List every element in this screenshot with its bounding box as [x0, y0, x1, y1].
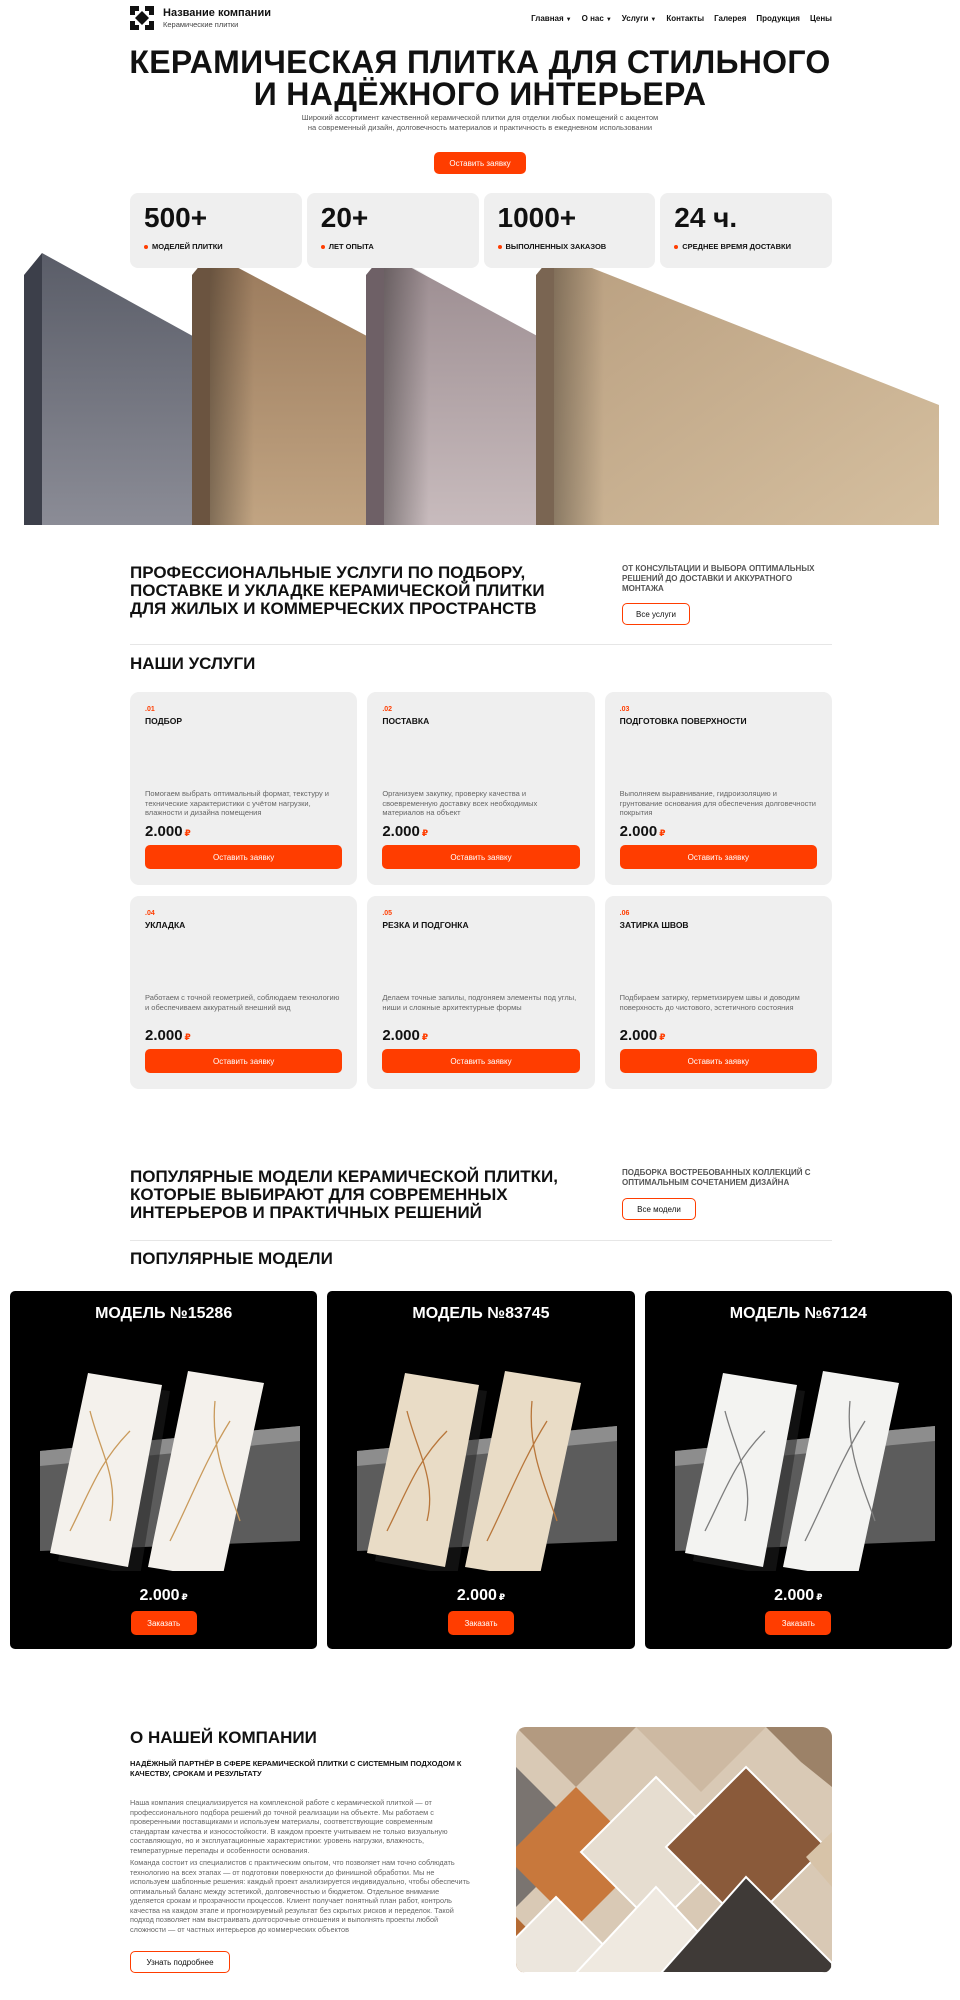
section-divider — [130, 644, 832, 645]
service-number: .01 — [145, 706, 155, 713]
service-request-button[interactable]: Оставить заявку — [382, 845, 579, 869]
service-number: .06 — [619, 910, 630, 917]
all-models-button[interactable]: Все модели — [622, 1198, 696, 1220]
stat-card — [307, 193, 479, 268]
about-title: О НАШЕЙ КОМПАНИИ — [130, 1728, 317, 1747]
order-button[interactable]: Заказать — [448, 1611, 514, 1635]
stat-label: ВЫПОЛНЕННЫХ ЗАКАЗОВ — [505, 242, 607, 251]
service-card — [367, 896, 594, 1089]
service-name: ПОСТАВКА — [382, 716, 430, 726]
service-price: 2.000 ₽ — [382, 1027, 429, 1044]
model-title: МОДЕЛЬ №67124 — [729, 1305, 867, 1322]
hero-tiles-image — [24, 250, 939, 525]
model-card — [645, 1291, 952, 1649]
main-nav — [531, 14, 832, 23]
chevron-down-icon: ▼ — [565, 17, 572, 23]
bullet-dot-icon — [321, 245, 325, 249]
stat-card — [660, 193, 832, 268]
stat-value: 24 ч. — [674, 202, 738, 233]
bullet-dot-icon — [674, 245, 678, 249]
logo-icon[interactable] — [130, 6, 154, 30]
service-number: .05 — [382, 910, 393, 917]
nav-item-home[interactable]: Главная ▼ — [531, 14, 572, 23]
order-button[interactable]: Заказать — [131, 1611, 197, 1635]
stat-label: МОДЕЛЕЙ ПЛИТКИ — [152, 242, 223, 251]
service-description: Помогаем выбрать оптимальный формат, текстуру и технические характеристики с учётом нагрузки, влажности и дизайна помещения — [145, 789, 329, 817]
section-divider — [130, 1240, 832, 1241]
stat-label: ЛЕТ ОПЫТА — [328, 242, 374, 251]
model-price: 2.000 ₽ — [456, 1587, 506, 1604]
model-card — [327, 1291, 634, 1649]
company-name[interactable]: Название компании — [163, 7, 271, 19]
service-card — [605, 692, 832, 885]
stats-row — [130, 193, 832, 268]
models-heading: ПОПУЛЯРНЫЕ МОДЕЛИ — [130, 1249, 333, 1268]
service-request-button[interactable]: Оставить заявку — [620, 1049, 817, 1073]
service-request-button[interactable]: Оставить заявку — [145, 845, 342, 869]
order-button[interactable]: Заказать — [765, 1611, 831, 1635]
service-card — [605, 896, 832, 1089]
about-paragraph: Наша компания специализируется на комплексной работе с керамической плиткой — от профессионального подбора решений до точной реализации на объекте. Мы работаем с проверенными поставщиками и используем материалы, соответствующие современным стандартам качества и износостойкости. В каждом проекте учитываем не только визуальную составляющую, но и эксплуатационные характеристики: уровень нагрузки, влажность, температурные перепады и особенности основания. — [130, 1798, 448, 1855]
service-name: РЕЗКА И ПОДГОНКА — [382, 920, 469, 930]
services-heading: НАШИ УСЛУГИ — [130, 654, 256, 673]
service-name: ПОДБОР — [145, 716, 183, 726]
service-description: Работаем с точной геометрией, соблюдаем технологию и обеспечиваем аккуратный внешний вид — [145, 993, 340, 1012]
all-services-button[interactable]: Все услуги — [622, 603, 690, 625]
service-number: .04 — [145, 910, 155, 917]
service-name: ЗАТИРКА ШВОВ — [619, 920, 689, 930]
stat-value: 20+ — [320, 202, 369, 233]
models-intro-title: ПОПУЛЯРНЫЕ МОДЕЛИ КЕРАМИЧЕСКОЙ ПЛИТКИ, КОТОРЫЕ ВЫБИРАЮТ ДЛЯ СОВРЕМЕННЫХ ИНТЕРЬЕРОВ И ПРАКТИЧНЫХ РЕШЕНИЙ — [130, 1167, 558, 1222]
hero-cta-button[interactable]: Оставить заявку — [434, 152, 526, 174]
service-description: Делаем точные запилы, подгоняем элементы под углы, ниши и сложные архитектурные формы — [382, 993, 577, 1012]
service-request-button[interactable]: Оставить заявку — [145, 1049, 342, 1073]
nav-item-about[interactable]: О нас ▼ — [581, 14, 612, 23]
model-title: МОДЕЛЬ №15286 — [95, 1305, 233, 1322]
site-header — [130, 6, 832, 34]
about-subtitle: НАДЁЖНЫЙ ПАРТНЁР В СФЕРЕ КЕРАМИЧЕСКОЙ ПЛИТКИ С СИСТЕМНЫМ ПОДХОДОМ К КАЧЕСТВУ, СРОКАМ И РЕЗУЛЬТАТУ — [130, 1759, 462, 1778]
service-number: .03 — [619, 706, 630, 713]
about-paragraph: Команда состоит из специалистов с практическим опытом, что позволяет нам точно соблюдать технологию на всех этапах — от подготовки поверхности до финишной обработки. Мы не используем шаблонные решения: каждый проект анализируется индивидуально, чтобы обеспечить оптимальный баланс между эстетикой, долговечностью и бюджетом. Отдельное внимание уделяется срокам и прозрачности процессов. Клиент получает понятный план работ, контроль качества на каждом этапе и прогнозируемый результат без скрытых рисков и переделок. Такой подход позволяет нам выстраивать долгосрочные отношения и выполнять проекты любой сложности — от частных интерьеров до коммерческих объектов — [130, 1858, 470, 1934]
model-tile-image — [30, 1371, 300, 1571]
service-card — [130, 692, 357, 885]
stat-value: 1000+ — [497, 202, 577, 233]
service-price: 2.000 ₽ — [619, 1027, 666, 1044]
service-name: ПОДГОТОВКА ПОВЕРХНОСТИ — [619, 716, 747, 726]
services-grid — [130, 692, 832, 1089]
stat-card — [484, 193, 656, 268]
about-tiles-image — [516, 1727, 832, 1973]
stat-card — [130, 193, 302, 268]
nav-item-gallery[interactable]: Галерея — [714, 14, 747, 23]
services-intro-title: ПРОФЕССИОНАЛЬНЫЕ УСЛУГИ ПО ПОДБОРУ, ПОСТАВКЕ И УКЛАДКЕ КЕРАМИЧЕСКОЙ ПЛИТКИ ДЛЯ ЖИЛЫХ И КОММЕРЧЕСКИХ ПРОСТРАНСТВ — [130, 563, 545, 618]
model-title: МОДЕЛЬ №83745 — [412, 1305, 550, 1322]
model-price: 2.000 ₽ — [774, 1587, 823, 1604]
service-description: Подбираем затирку, герметизируем швы и доводим поверхность до чистового, эстетичного состояния — [619, 993, 800, 1012]
hero-description: Широкий ассортимент качественной керамической плитки для отделки любых помещений с акцентом на современный дизайн, долговечность материалов и практичность в ежедневном использовании — [301, 113, 659, 132]
service-request-button[interactable]: Оставить заявку — [620, 845, 817, 869]
service-card — [367, 692, 594, 885]
chevron-down-icon: ▼ — [605, 17, 612, 23]
service-card — [130, 896, 357, 1089]
service-request-button[interactable]: Оставить заявку — [382, 1049, 579, 1073]
service-description: Организуем закупку, проверку качества и своевременную доставку всех необходимых материалов на объект — [382, 789, 538, 817]
model-price: 2.000 ₽ — [139, 1587, 188, 1604]
models-intro-note: ПОДБОРКА ВОСТРЕБОВАННЫХ КОЛЛЕКЦИЙ С ОПТИМАЛЬНЫМ СОЧЕТАНИЕМ ДИЗАЙНА — [622, 1168, 811, 1187]
bullet-dot-icon — [144, 245, 148, 249]
bullet-dot-icon — [498, 245, 502, 249]
nav-item-products[interactable]: Продукция — [756, 14, 800, 23]
nav-item-services[interactable]: Услуги ▼ — [621, 14, 657, 23]
hero-title: КЕРАМИЧЕСКАЯ ПЛИТКА ДЛЯ СТИЛЬНОГО И НАДЁЖНОГО ИНТЕРЬЕРА — [129, 44, 831, 112]
service-description: Выполняем выравнивание, гидроизоляцию и грунтование основания для обеспечения долговечности покрытия — [619, 789, 816, 817]
nav-item-prices[interactable]: Цены — [809, 14, 832, 23]
company-tagline: Керамические плитки — [163, 20, 239, 29]
chevron-down-icon: ▼ — [650, 17, 657, 23]
service-name: УКЛАДКА — [145, 920, 186, 930]
model-card — [10, 1291, 317, 1649]
stat-value: 500+ — [144, 202, 208, 233]
model-tile-image — [665, 1371, 935, 1571]
service-price: 2.000 ₽ — [145, 1027, 191, 1044]
models-row — [10, 1291, 952, 1649]
service-price: 2.000 ₽ — [382, 823, 429, 840]
learn-more-button[interactable]: Узнать подробнее — [130, 1951, 230, 1973]
service-price: 2.000 ₽ — [619, 823, 666, 840]
nav-item-contacts[interactable]: Контакты — [666, 14, 705, 23]
service-price: 2.000 ₽ — [145, 823, 191, 840]
model-tile-image — [347, 1371, 617, 1571]
services-intro-note: ОТ КОНСУЛЬТАЦИИ И ВЫБОРА ОПТИМАЛЬНЫХ РЕШЕНИЙ ДО ДОСТАВКИ И АККУРАТНОГО МОНТАЖА — [622, 564, 815, 593]
stat-label: СРЕДНЕЕ ВРЕМЯ ДОСТАВКИ — [682, 242, 791, 251]
service-number: .02 — [382, 706, 393, 713]
